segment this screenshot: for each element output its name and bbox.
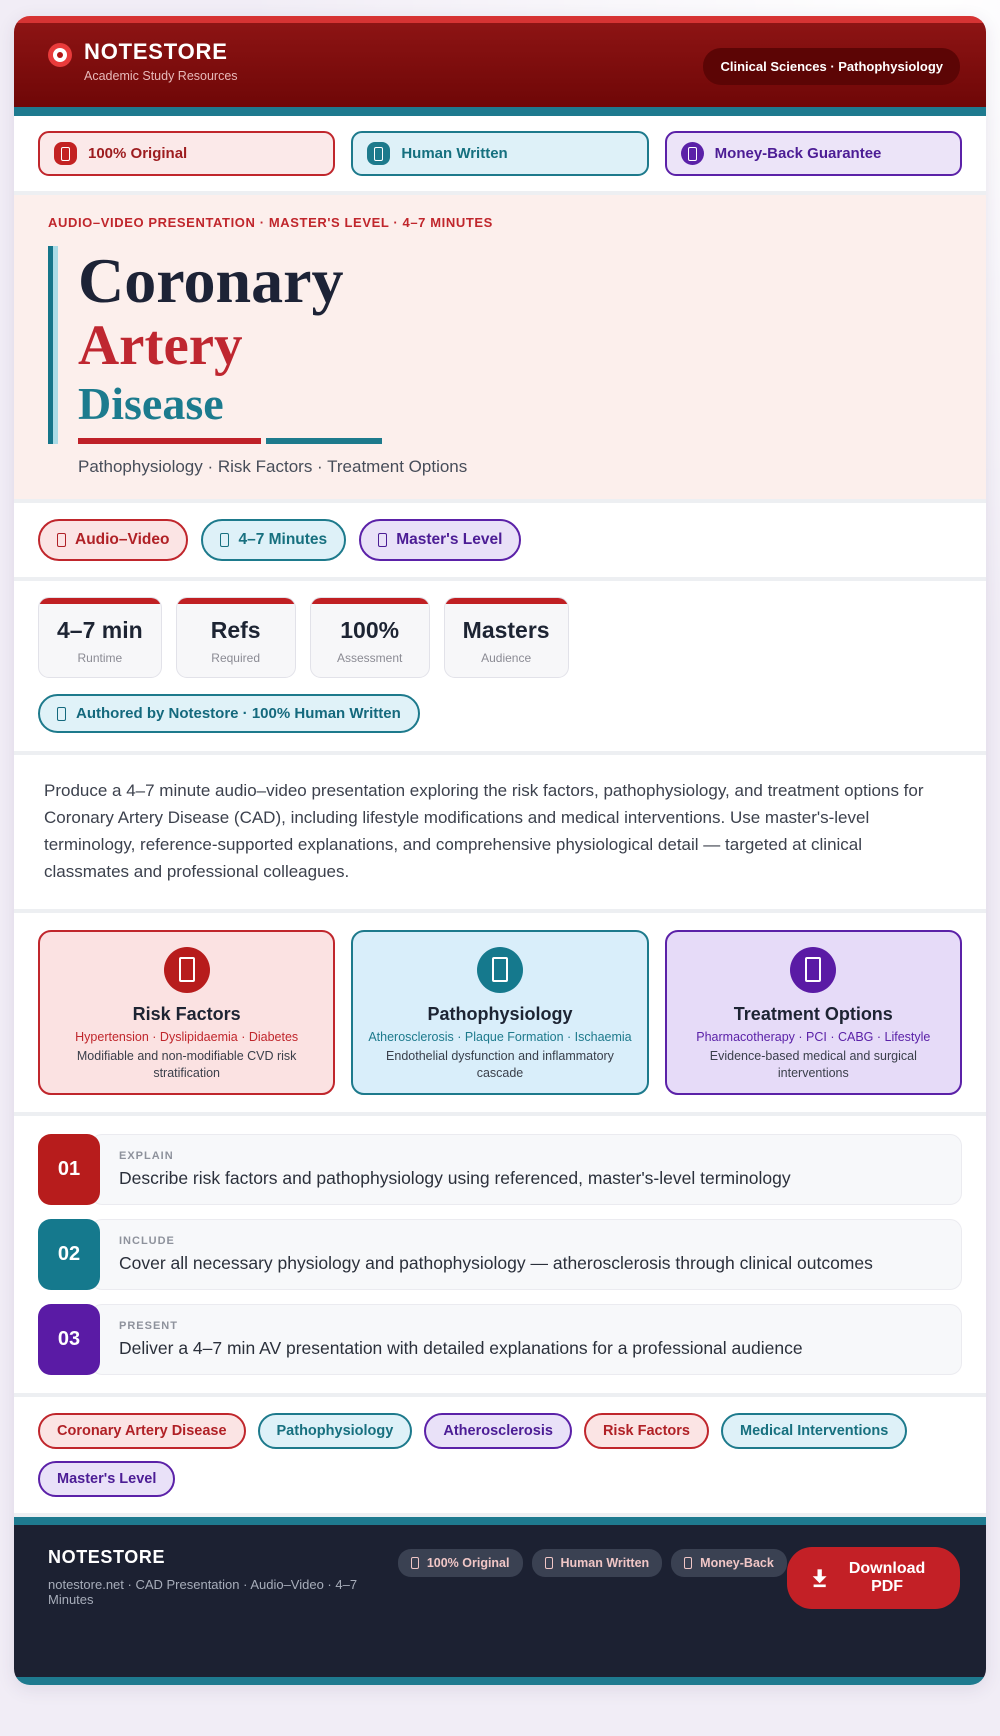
- step-number: 03: [38, 1304, 100, 1375]
- brief-text: Produce a 4–7 minute audio–video presentation exploring the risk factors, pathophysiology, and treatment options for Coronary Artery Disease (CAD), including lifestyle modifications and medical interventions. Use master's-level terminology, reference-supported explanations, and comprehensive physiological detail — targeted at clinical classmates and professional colleagues.: [44, 781, 924, 881]
- risk-factors-icon: [164, 947, 210, 993]
- stat-value: Masters: [462, 617, 550, 644]
- trust-badge-label: Money-Back Guarantee: [714, 145, 882, 162]
- topic-title: Pathophysiology: [427, 1003, 573, 1024]
- site-footer: [14, 1517, 986, 1685]
- step-number: 02: [38, 1219, 100, 1290]
- audio-video-icon: [57, 533, 66, 547]
- footer-meta: notestore.net · CAD Presentation · Audio–Video · 4–7 Minutes: [48, 1576, 358, 1607]
- step-label: PRESENT: [119, 1319, 178, 1332]
- stat-value: 100%: [340, 617, 400, 644]
- tag-risk-factors[interactable]: Risk Factors: [584, 1413, 709, 1449]
- brand-name: NOTESTORE: [84, 39, 228, 64]
- hero-eyebrow: AUDIO–VIDEO PRESENTATION · MASTER'S LEVEL · 4–7 MINUTES: [48, 215, 493, 230]
- stat-value: 4–7 min: [57, 617, 143, 644]
- tag-masters-level[interactable]: Master's Level: [38, 1461, 175, 1497]
- topic-card-pathophysiology[interactable]: [351, 930, 648, 1095]
- stat-refs: [176, 597, 296, 678]
- topic-description: Evidence-based medical and surgical interventions: [709, 1048, 917, 1080]
- footer-brand: NOTESTORE: [48, 1546, 166, 1567]
- topic-description: Modifiable and non-modifiable CVD risk stratification: [76, 1048, 297, 1080]
- hero-section: [14, 195, 986, 499]
- step-row-explain: [38, 1134, 962, 1205]
- title-line-2: Artery: [78, 314, 243, 378]
- page-title: [78, 246, 382, 429]
- authored-pill: Authored by Notestore · 100% Human Written: [38, 694, 420, 733]
- pill-minutes[interactable]: 4–7 Minutes: [201, 519, 346, 561]
- stat-label: Audience: [481, 651, 532, 666]
- step-number: 01: [38, 1134, 100, 1205]
- stats-section: [14, 581, 986, 751]
- title-line-1: Coronary: [78, 245, 344, 316]
- steps-section: [14, 1116, 986, 1393]
- brand: [48, 40, 238, 83]
- footer-top-bar: [14, 1517, 986, 1525]
- step-row-include: [38, 1219, 962, 1290]
- human-written-icon: [367, 142, 390, 165]
- level-icon: [378, 533, 387, 547]
- download-icon: [811, 1567, 828, 1589]
- step-row-present: [38, 1304, 962, 1375]
- step-text: Cover all necessary physiology and pathophysiology — atherosclerosis through clinical outcomes: [119, 1252, 873, 1273]
- tag-atherosclerosis[interactable]: Atherosclerosis: [424, 1413, 572, 1449]
- step-label: INCLUDE: [119, 1234, 175, 1247]
- stat-runtime: [38, 597, 162, 678]
- header-divider-bar: [14, 107, 986, 116]
- step-label: EXPLAIN: [119, 1149, 174, 1162]
- authored-icon: [57, 707, 66, 721]
- top-accent-strip: [14, 16, 986, 23]
- footer-bottom-bar: [14, 1677, 986, 1685]
- original-badge-icon: [411, 1557, 419, 1569]
- step-text: Describe risk factors and pathophysiology using referenced, master's-level terminology: [119, 1167, 791, 1188]
- tags-section: [14, 1397, 986, 1513]
- topic-card-treatment-options[interactable]: [665, 930, 962, 1095]
- money-back-icon: [681, 142, 704, 165]
- topics-section: [14, 913, 986, 1112]
- trust-badge-money-back[interactable]: [665, 131, 962, 176]
- brief-section: [14, 755, 986, 908]
- footer-badge-money-back: Money-Back: [671, 1549, 787, 1577]
- trust-badge-label: 100% Original: [88, 145, 188, 162]
- tag-coronary-artery-disease[interactable]: Coronary Artery Disease: [38, 1413, 246, 1449]
- topic-description: Endothelial dysfunction and inflammatory cascade: [386, 1048, 614, 1080]
- title-underline: [78, 438, 382, 444]
- page-card: [14, 16, 986, 1685]
- stat-assessment: [310, 597, 430, 678]
- stat-value: Refs: [210, 617, 261, 644]
- title-accent-bar: [48, 246, 58, 444]
- pill-audio-video[interactable]: Audio–Video: [38, 519, 188, 561]
- topic-title: Treatment Options: [733, 1003, 893, 1024]
- stat-label: Runtime: [77, 651, 123, 666]
- download-pdf-button[interactable]: Download PDF: [787, 1547, 960, 1609]
- duration-icon: [220, 533, 229, 547]
- trust-badge-original[interactable]: [38, 131, 335, 176]
- original-badge-icon: [54, 142, 77, 165]
- tag-medical-interventions[interactable]: Medical Interventions: [721, 1413, 907, 1449]
- pill-masters-level[interactable]: Master's Level: [359, 519, 521, 561]
- topic-keywords: Pharmacotherapy · PCI · CABG · Lifestyle: [696, 1029, 931, 1044]
- format-pills-row: [14, 503, 986, 577]
- step-text: Deliver a 4–7 min AV presentation with detailed explanations for a professional audience: [119, 1337, 803, 1358]
- pathophysiology-icon: [477, 947, 523, 993]
- footer-badge-human-written: Human Written: [532, 1549, 663, 1577]
- treatment-options-icon: [790, 947, 836, 993]
- tag-pathophysiology[interactable]: Pathophysiology: [258, 1413, 413, 1449]
- topic-card-risk-factors[interactable]: [38, 930, 335, 1095]
- stat-audience: [444, 597, 569, 678]
- footer-badge-original: 100% Original: [398, 1549, 523, 1577]
- brand-tagline: Academic Study Resources: [84, 69, 238, 84]
- category-badge: Clinical Sciences · Pathophysiology: [703, 48, 960, 85]
- trust-badge-label: Human Written: [401, 145, 508, 162]
- title-line-3: Disease: [78, 377, 224, 429]
- money-back-icon: [684, 1557, 692, 1569]
- topic-title: Risk Factors: [132, 1003, 241, 1024]
- site-header: [14, 23, 986, 107]
- stat-label: Assessment: [336, 651, 403, 666]
- footer-badges: [398, 1549, 787, 1577]
- trust-badge-human-written[interactable]: [351, 131, 648, 176]
- hero-subtitle: Pathophysiology · Risk Factors · Treatment Options: [78, 457, 468, 477]
- topic-keywords: Atherosclerosis · Plaque Formation · Ischaemia: [368, 1029, 632, 1044]
- trust-badges-row: [14, 116, 986, 191]
- stat-label: Required: [211, 651, 260, 666]
- logo-icon: [48, 43, 72, 67]
- topic-keywords: Hypertension · Dyslipidaemia · Diabetes: [75, 1029, 299, 1044]
- human-written-icon: [545, 1557, 553, 1569]
